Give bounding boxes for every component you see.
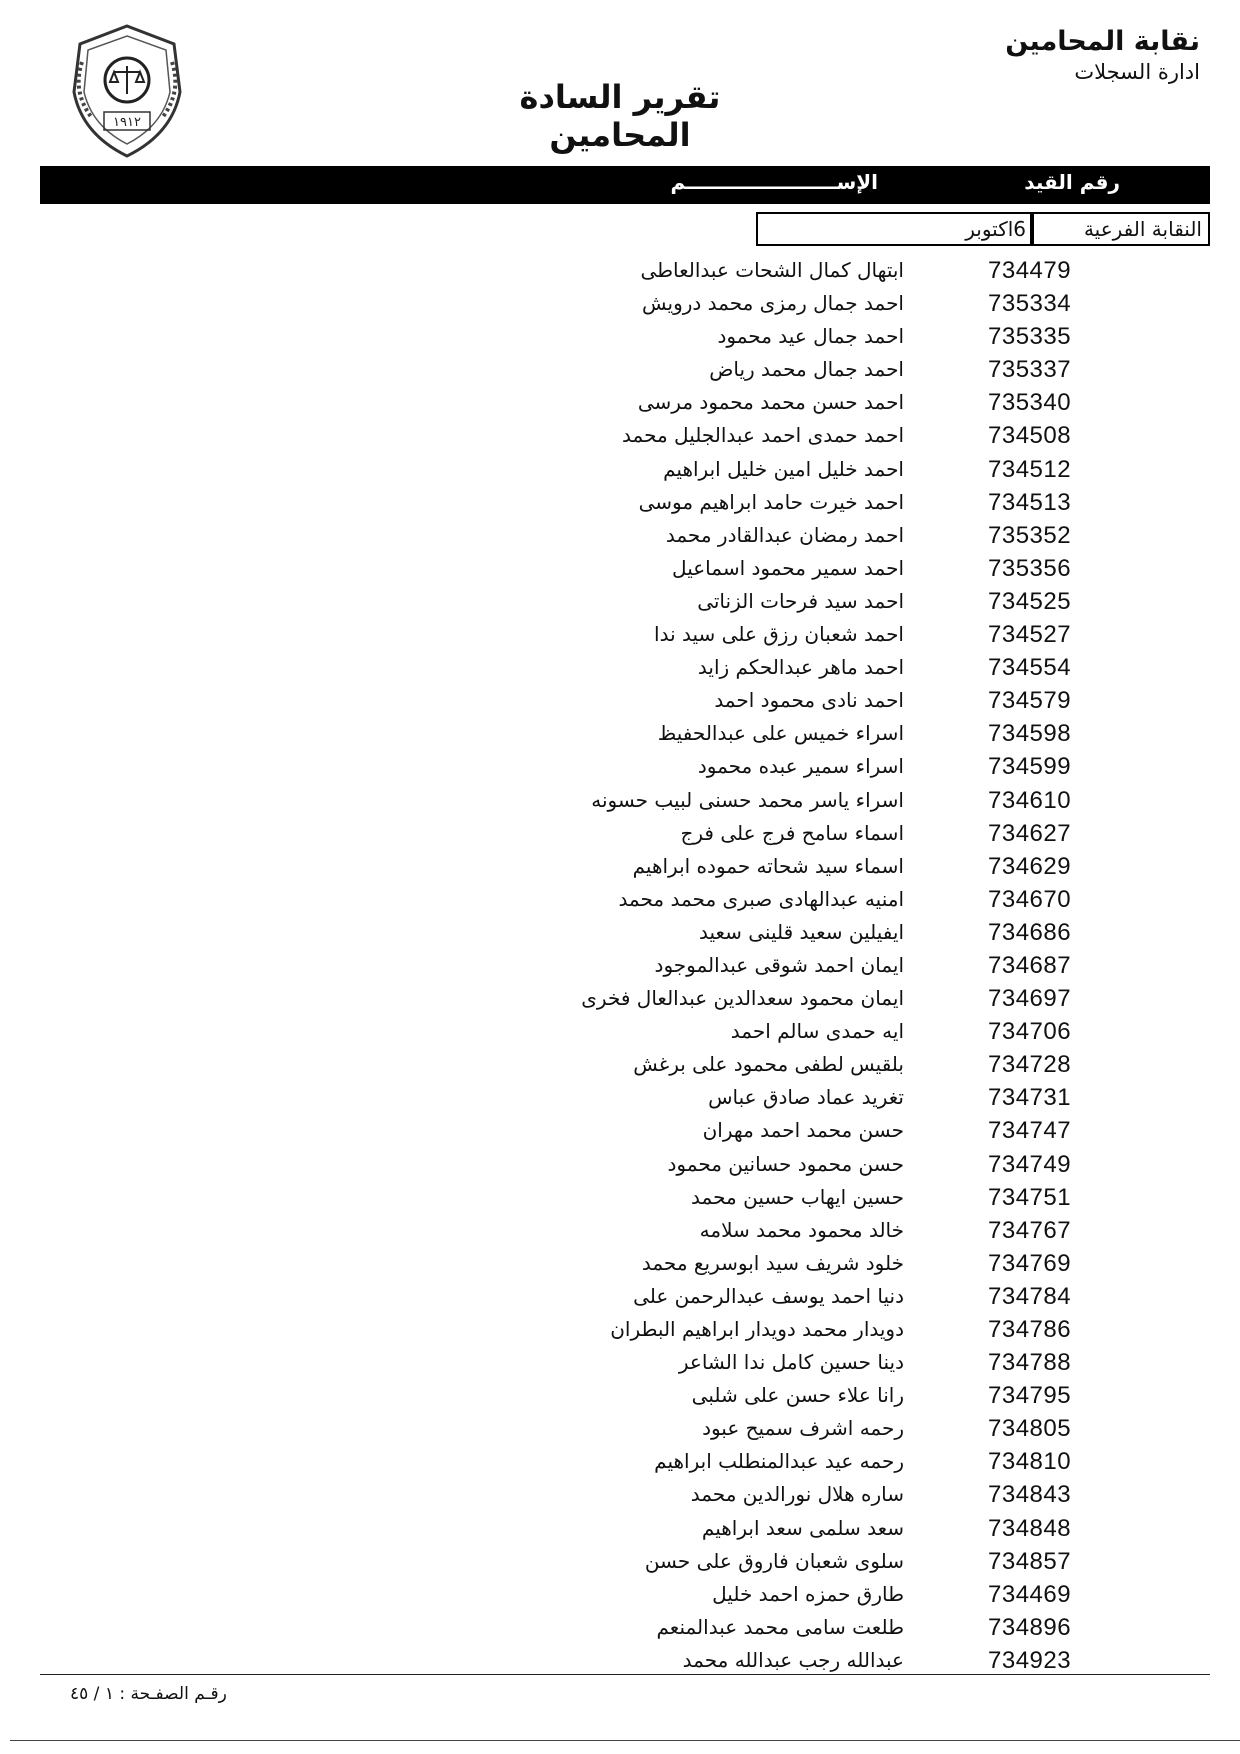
list-item [0, 1215, 1240, 1248]
registration-number: 734795 [988, 1382, 1072, 1410]
branch-label-box [1032, 212, 1210, 246]
lawyer-name: اسماء سامح فرج على فرج [680, 820, 904, 845]
registration-number: 734728 [988, 1051, 1072, 1079]
list-item [0, 420, 1240, 453]
registration-number: 734469 [988, 1580, 1072, 1608]
lawyer-name: احمد جمال محمد رياض [709, 357, 904, 382]
lawyer-name: حسن محمد احمد مهران [702, 1118, 904, 1143]
page-number: رقـم الصفـحة : ١ / ٤٥ [70, 1684, 227, 1704]
list-item [0, 354, 1240, 387]
lawyer-name: دويدار محمد دويدار ابراهيم البطران [610, 1317, 904, 1341]
lawyer-name: طلعت سامى محمد عبدالمنعم [656, 1614, 904, 1639]
registration-number: 734579 [988, 687, 1072, 715]
registration-number: 735340 [988, 389, 1072, 417]
registration-number: 734923 [988, 1646, 1072, 1674]
lawyer-name: ايمان احمد شوقى عبدالموجود [654, 952, 904, 977]
registration-number: 734697 [988, 985, 1072, 1013]
list-item [0, 1149, 1240, 1182]
column-header-registration-number: رقم القيد [1024, 170, 1120, 194]
footer-divider [40, 1674, 1210, 1675]
list-item [0, 917, 1240, 950]
branch-value: 6اكتوبر [965, 217, 1026, 241]
registration-number: 734686 [988, 918, 1072, 946]
list-item [0, 520, 1240, 553]
organization-block [1005, 26, 1200, 86]
list-item [0, 1413, 1240, 1446]
list-item [0, 1446, 1240, 1479]
lawyer-name: احمد سيد فرحات الزناتى [697, 588, 904, 613]
lawyer-name: خالد محمود محمد سلامه [699, 1217, 904, 1242]
list-item [0, 255, 1240, 288]
registration-number: 735356 [988, 554, 1072, 582]
list-item [0, 1347, 1240, 1380]
lawyer-name: دنيا احمد يوسف عبدالرحمن على [633, 1283, 904, 1308]
list-item [0, 718, 1240, 751]
report-title: تقرير السادة المحامين [519, 78, 721, 154]
registration-number: 734706 [988, 1018, 1072, 1046]
registration-number: 735337 [988, 356, 1072, 384]
registration-number: 734805 [988, 1415, 1072, 1443]
registration-number: 734749 [988, 1150, 1072, 1178]
registration-number: 734788 [988, 1349, 1072, 1377]
list-item [0, 1612, 1240, 1645]
registration-number: 735335 [988, 323, 1072, 351]
registration-number: 734629 [988, 852, 1072, 880]
registration-number: 734786 [988, 1316, 1072, 1343]
list-item [0, 1082, 1240, 1115]
lawyer-list [0, 255, 1240, 1678]
registration-number: 734513 [988, 488, 1072, 516]
lawyer-name: تغريد عماد صادق عباس [708, 1085, 904, 1110]
list-item [0, 851, 1240, 884]
list-item [0, 619, 1240, 652]
registration-number: 734554 [988, 654, 1072, 682]
lawyer-name: اسراء خميس على عبدالحفيظ [657, 721, 904, 746]
registration-number: 734769 [988, 1249, 1072, 1277]
list-item [0, 884, 1240, 917]
list-item [0, 983, 1240, 1016]
list-item [0, 1281, 1240, 1314]
lawyer-name: احمد جمال عيد محمود [717, 324, 904, 349]
registration-number: 734848 [988, 1514, 1072, 1542]
lawyer-name: امنيه عبدالهادى صبرى محمد محمد [618, 886, 904, 911]
list-item [0, 1115, 1240, 1148]
list-item [0, 1049, 1240, 1082]
list-item [0, 553, 1240, 586]
registration-number: 734767 [988, 1216, 1072, 1244]
lawyer-name: بلقيس لطفى محمود على برغش [633, 1052, 904, 1077]
lawyer-name: احمد نادى محمود احمد [714, 688, 904, 713]
registration-number: 734810 [988, 1448, 1072, 1476]
lawyer-name: اسراء ياسر محمد حسنى لبيب حسونه [591, 787, 904, 812]
lawyer-name: ايه حمدى سالم احمد [730, 1019, 904, 1044]
lawyer-name: اسراء سمير عبده محمود [697, 754, 904, 779]
registration-number: 735352 [988, 521, 1072, 549]
department-name: ادارة السجلات [1074, 60, 1200, 84]
list-item [0, 1513, 1240, 1546]
lawyer-name: رانا علاء حسن على شلبى [691, 1383, 904, 1408]
lawyer-name: احمد خيرت حامد ابراهيم موسى [638, 489, 904, 514]
registration-number: 734751 [988, 1183, 1072, 1211]
registration-number: 734784 [988, 1282, 1072, 1310]
list-item [0, 1016, 1240, 1049]
lawyer-name: سعد سلمى سعد ابراهيم [701, 1515, 904, 1540]
org-name: نقابة المحامين [1005, 26, 1200, 57]
list-item [0, 1248, 1240, 1281]
registration-number: 734687 [988, 951, 1072, 979]
list-item [0, 1546, 1240, 1579]
list-item [0, 1579, 1240, 1612]
list-item [0, 818, 1240, 851]
lawyer-name: احمد شعبان رزق على سيد ندا [654, 622, 904, 647]
registration-number: 735334 [988, 290, 1072, 318]
registration-number: 734479 [988, 257, 1072, 284]
branch-label: النقابة الفرعية [1083, 217, 1202, 241]
lawyer-name: طارق حمزه احمد خليل [712, 1581, 904, 1606]
lawyer-name: اسماء سيد شحاته حموده ابراهيم [632, 853, 904, 878]
registration-number: 734627 [988, 819, 1072, 847]
registration-number: 734843 [988, 1481, 1072, 1509]
lawyer-name: احمد سمير محمود اسماعيل [672, 555, 904, 580]
registration-number: 734527 [988, 621, 1072, 649]
list-item [0, 1182, 1240, 1215]
list-item [0, 785, 1240, 818]
column-header-name: الإســــــــــــــــــــــم [670, 170, 878, 194]
lawyer-name: رحمه اشرف سميح عبود [702, 1416, 904, 1441]
registration-number: 734747 [988, 1117, 1072, 1145]
list-item [0, 751, 1240, 784]
list-item [0, 487, 1240, 520]
lawyer-name: ابتهال كمال الشحات عبدالعاطى [640, 258, 904, 282]
lawyer-name: احمد حمدى احمد عبدالجليل محمد [622, 423, 904, 448]
list-item [0, 454, 1240, 487]
lawyer-name: سلوى شعبان فاروق على حسن [644, 1548, 904, 1573]
lawyer-name: خلود شريف سيد ابوسريع محمد [641, 1250, 904, 1275]
lawyer-name: احمد ماهر عبدالحكم زايد [697, 655, 904, 680]
registration-number: 734598 [988, 720, 1072, 748]
list-item [0, 1380, 1240, 1413]
lawyer-name: احمد حسن محمد محمود مرسى [637, 390, 904, 415]
lawyer-name: حسين ايهاب حسين محمد [691, 1184, 904, 1209]
lawyer-name: رحمه عيد عبدالمنطلب ابراهيم [654, 1449, 904, 1474]
list-item [0, 1479, 1240, 1512]
bar-association-seal-icon [62, 22, 192, 160]
branch-value-box [756, 212, 1032, 246]
list-item [0, 288, 1240, 321]
registration-number: 734857 [988, 1547, 1072, 1575]
lawyer-name: دينا حسين كامل ندا الشاعر [678, 1350, 904, 1375]
list-item [0, 652, 1240, 685]
lawyer-name: احمد جمال رمزى محمد درويش [642, 291, 904, 316]
list-item [0, 321, 1240, 354]
registration-number: 734525 [988, 587, 1072, 615]
list-item [0, 387, 1240, 420]
lawyer-name: ساره هلال نورالدين محمد [690, 1482, 904, 1507]
registration-number: 734508 [988, 422, 1072, 450]
list-item [0, 586, 1240, 619]
lawyer-name: احمد خليل امين خليل ابراهيم [663, 456, 904, 481]
lawyer-name: ايمان محمود سعدالدين عبدالعال فخرى [581, 986, 904, 1011]
registration-number: 734896 [988, 1613, 1072, 1641]
table-header-bar [40, 166, 1210, 204]
registration-number: 734731 [988, 1084, 1072, 1112]
registration-number: 734512 [988, 455, 1072, 483]
list-item [0, 1314, 1240, 1347]
lawyer-name: ايفيلين سعيد قلينى سعيد [698, 919, 904, 944]
registration-number: 734610 [988, 786, 1072, 814]
lawyer-name: حسن محمود حسانين محمود [667, 1151, 904, 1176]
svg-text:١٩١٢: ١٩١٢ [113, 115, 141, 130]
list-item [0, 685, 1240, 718]
bottom-edge-line [10, 1740, 1240, 1741]
registration-number: 734670 [988, 885, 1072, 913]
lawyer-name: احمد رمضان عبدالقادر محمد [665, 522, 904, 547]
registration-number: 734599 [988, 753, 1072, 781]
lawyer-name: عبدالله رجب عبدالله محمد [682, 1647, 904, 1672]
list-item [0, 950, 1240, 983]
